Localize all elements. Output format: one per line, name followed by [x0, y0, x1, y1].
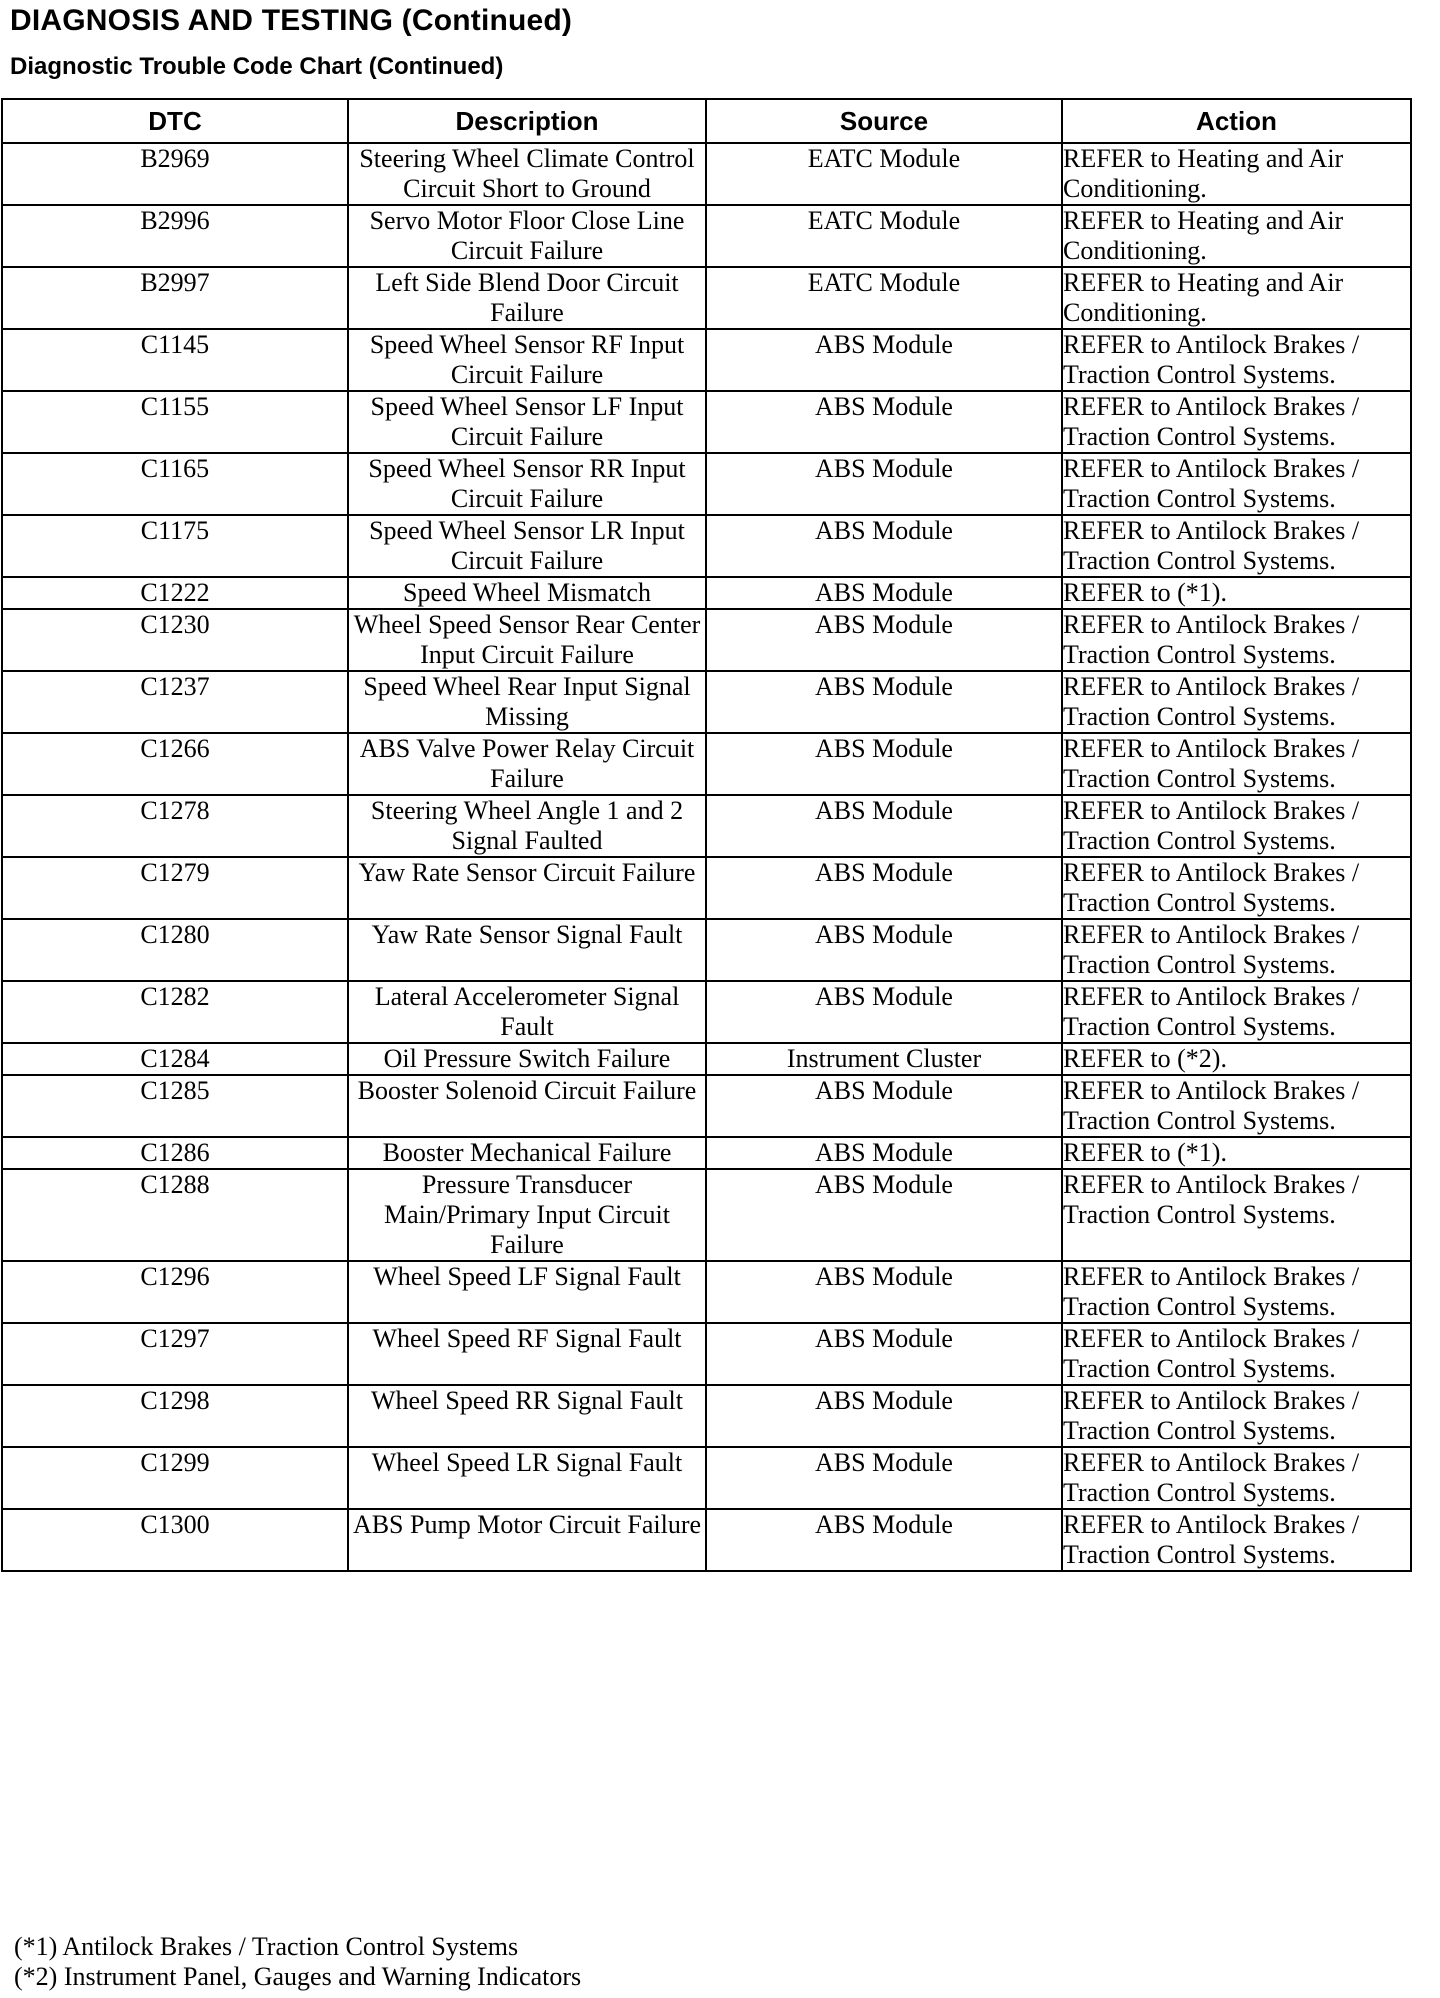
- cell-dtc: C1288: [2, 1169, 348, 1261]
- cell-action: REFER to (*1).: [1062, 1137, 1411, 1169]
- cell-description: Yaw Rate Sensor Signal Fault: [348, 919, 706, 981]
- cell-description: Oil Pressure Switch Failure: [348, 1043, 706, 1075]
- cell-source: ABS Module: [706, 577, 1062, 609]
- table-row: [2, 1509, 1411, 1571]
- cell-action: REFER to Antilock Brakes / Traction Control Systems.: [1062, 391, 1411, 453]
- cell-source: ABS Module: [706, 857, 1062, 919]
- cell-action: REFER to Antilock Brakes / Traction Control Systems.: [1062, 609, 1411, 671]
- cell-description: Left Side Blend Door Circuit Failure: [348, 267, 706, 329]
- cell-source: ABS Module: [706, 453, 1062, 515]
- table-row: [2, 577, 1411, 609]
- table-row: [2, 205, 1411, 267]
- section-title: DIAGNOSIS AND TESTING (Continued): [10, 4, 573, 37]
- table-row: [2, 1043, 1411, 1075]
- cell-action: REFER to Antilock Brakes / Traction Control Systems.: [1062, 1169, 1411, 1261]
- table-header-row: [2, 99, 1411, 143]
- table-row: [2, 1323, 1411, 1385]
- cell-source: ABS Module: [706, 1447, 1062, 1509]
- table-body: [2, 143, 1411, 1571]
- cell-action: REFER to Antilock Brakes / Traction Control Systems.: [1062, 1075, 1411, 1137]
- cell-description: Wheel Speed LF Signal Fault: [348, 1261, 706, 1323]
- cell-dtc: C1145: [2, 329, 348, 391]
- cell-source: ABS Module: [706, 1323, 1062, 1385]
- table-row: [2, 857, 1411, 919]
- cell-description: ABS Valve Power Relay Circuit Failure: [348, 733, 706, 795]
- cell-action: REFER to Heating and Air Conditioning.: [1062, 267, 1411, 329]
- cell-source: ABS Module: [706, 1075, 1062, 1137]
- cell-action: REFER to Antilock Brakes / Traction Control Systems.: [1062, 733, 1411, 795]
- footnote-1: (*1) Antilock Brakes / Traction Control Systems: [14, 1932, 519, 1961]
- table-row: [2, 453, 1411, 515]
- cell-dtc: C1279: [2, 857, 348, 919]
- cell-dtc: C1285: [2, 1075, 348, 1137]
- cell-description: Speed Wheel Sensor LF Input Circuit Failure: [348, 391, 706, 453]
- cell-dtc: C1175: [2, 515, 348, 577]
- cell-dtc: B2997: [2, 267, 348, 329]
- cell-dtc: C1278: [2, 795, 348, 857]
- cell-source: ABS Module: [706, 1261, 1062, 1323]
- column-header-source: Source: [706, 99, 1062, 143]
- table-row: [2, 1137, 1411, 1169]
- cell-dtc: C1266: [2, 733, 348, 795]
- cell-source: ABS Module: [706, 671, 1062, 733]
- table-row: [2, 1075, 1411, 1137]
- table-row: [2, 391, 1411, 453]
- cell-dtc: B2996: [2, 205, 348, 267]
- footnotes: [14, 1932, 581, 1992]
- cell-action: REFER to Antilock Brakes / Traction Control Systems.: [1062, 981, 1411, 1043]
- cell-action: REFER to Antilock Brakes / Traction Control Systems.: [1062, 1509, 1411, 1571]
- cell-action: REFER to Antilock Brakes / Traction Control Systems.: [1062, 329, 1411, 391]
- cell-action: REFER to Heating and Air Conditioning.: [1062, 143, 1411, 205]
- cell-description: Wheel Speed Sensor Rear Center Input Circuit Failure: [348, 609, 706, 671]
- cell-dtc: C1282: [2, 981, 348, 1043]
- table-row: [2, 1447, 1411, 1509]
- cell-dtc: C1230: [2, 609, 348, 671]
- cell-source: ABS Module: [706, 1169, 1062, 1261]
- cell-source: Instrument Cluster: [706, 1043, 1062, 1075]
- cell-source: EATC Module: [706, 267, 1062, 329]
- table-row: [2, 981, 1411, 1043]
- cell-description: Speed Wheel Sensor RF Input Circuit Failure: [348, 329, 706, 391]
- cell-action: REFER to Antilock Brakes / Traction Control Systems.: [1062, 857, 1411, 919]
- cell-description: Booster Solenoid Circuit Failure: [348, 1075, 706, 1137]
- cell-description: Servo Motor Floor Close Line Circuit Failure: [348, 205, 706, 267]
- cell-source: ABS Module: [706, 733, 1062, 795]
- cell-action: REFER to Antilock Brakes / Traction Control Systems.: [1062, 919, 1411, 981]
- column-header-description: Description: [348, 99, 706, 143]
- table-row: [2, 795, 1411, 857]
- cell-description: Steering Wheel Angle 1 and 2 Signal Faulted: [348, 795, 706, 857]
- table-row: [2, 1169, 1411, 1261]
- cell-description: Pressure Transducer Main/Primary Input Circuit Failure: [348, 1169, 706, 1261]
- cell-action: REFER to Antilock Brakes / Traction Control Systems.: [1062, 1323, 1411, 1385]
- cell-action: REFER to Antilock Brakes / Traction Control Systems.: [1062, 1447, 1411, 1509]
- cell-action: REFER to Antilock Brakes / Traction Control Systems.: [1062, 795, 1411, 857]
- cell-description: Speed Wheel Sensor RR Input Circuit Failure: [348, 453, 706, 515]
- table-row: [2, 733, 1411, 795]
- cell-dtc: C1222: [2, 577, 348, 609]
- cell-source: ABS Module: [706, 981, 1062, 1043]
- cell-action: REFER to Antilock Brakes / Traction Control Systems.: [1062, 453, 1411, 515]
- cell-action: REFER to (*2).: [1062, 1043, 1411, 1075]
- cell-description: Steering Wheel Climate Control Circuit Short to Ground: [348, 143, 706, 205]
- cell-action: REFER to Antilock Brakes / Traction Control Systems.: [1062, 1385, 1411, 1447]
- cell-dtc: C1299: [2, 1447, 348, 1509]
- table-row: [2, 515, 1411, 577]
- cell-description: Lateral Accelerometer Signal Fault: [348, 981, 706, 1043]
- table-row: [2, 1385, 1411, 1447]
- cell-description: Wheel Speed LR Signal Fault: [348, 1447, 706, 1509]
- cell-source: EATC Module: [706, 205, 1062, 267]
- cell-action: REFER to Antilock Brakes / Traction Control Systems.: [1062, 671, 1411, 733]
- cell-dtc: C1284: [2, 1043, 348, 1075]
- cell-description: ABS Pump Motor Circuit Failure: [348, 1509, 706, 1571]
- cell-dtc: C1165: [2, 453, 348, 515]
- cell-dtc: C1298: [2, 1385, 348, 1447]
- cell-dtc: C1280: [2, 919, 348, 981]
- column-header-dtc: DTC: [2, 99, 348, 143]
- cell-action: REFER to Heating and Air Conditioning.: [1062, 205, 1411, 267]
- cell-source: ABS Module: [706, 329, 1062, 391]
- table-row: [2, 143, 1411, 205]
- cell-source: ABS Module: [706, 391, 1062, 453]
- dtc-chart-table: [1, 98, 1412, 1572]
- cell-description: Wheel Speed RR Signal Fault: [348, 1385, 706, 1447]
- cell-source: ABS Module: [706, 1137, 1062, 1169]
- cell-description: Booster Mechanical Failure: [348, 1137, 706, 1169]
- table-row: [2, 267, 1411, 329]
- cell-source: ABS Module: [706, 795, 1062, 857]
- table-row: [2, 919, 1411, 981]
- cell-description: Speed Wheel Rear Input Signal Missing: [348, 671, 706, 733]
- cell-description: Speed Wheel Sensor LR Input Circuit Failure: [348, 515, 706, 577]
- column-header-action: Action: [1062, 99, 1411, 143]
- cell-dtc: C1297: [2, 1323, 348, 1385]
- cell-source: ABS Module: [706, 609, 1062, 671]
- table-row: [2, 329, 1411, 391]
- cell-dtc: C1300: [2, 1509, 348, 1571]
- cell-source: ABS Module: [706, 1385, 1062, 1447]
- document-page: [10, 0, 1420, 82]
- cell-dtc: C1296: [2, 1261, 348, 1323]
- cell-dtc: C1286: [2, 1137, 348, 1169]
- cell-description: Speed Wheel Mismatch: [348, 577, 706, 609]
- cell-action: REFER to (*1).: [1062, 577, 1411, 609]
- cell-description: Yaw Rate Sensor Circuit Failure: [348, 857, 706, 919]
- table-row: [2, 609, 1411, 671]
- cell-description: Wheel Speed RF Signal Fault: [348, 1323, 706, 1385]
- cell-source: ABS Module: [706, 1509, 1062, 1571]
- cell-dtc: C1237: [2, 671, 348, 733]
- footnote-2: (*2) Instrument Panel, Gauges and Warning Indicators: [14, 1962, 582, 1991]
- cell-dtc: C1155: [2, 391, 348, 453]
- table-row: [2, 1261, 1411, 1323]
- chart-subtitle: Diagnostic Trouble Code Chart (Continued): [10, 53, 504, 80]
- cell-source: ABS Module: [706, 919, 1062, 981]
- cell-action: REFER to Antilock Brakes / Traction Control Systems.: [1062, 515, 1411, 577]
- cell-source: ABS Module: [706, 515, 1062, 577]
- cell-dtc: B2969: [2, 143, 348, 205]
- cell-source: EATC Module: [706, 143, 1062, 205]
- table-row: [2, 671, 1411, 733]
- cell-action: REFER to Antilock Brakes / Traction Control Systems.: [1062, 1261, 1411, 1323]
